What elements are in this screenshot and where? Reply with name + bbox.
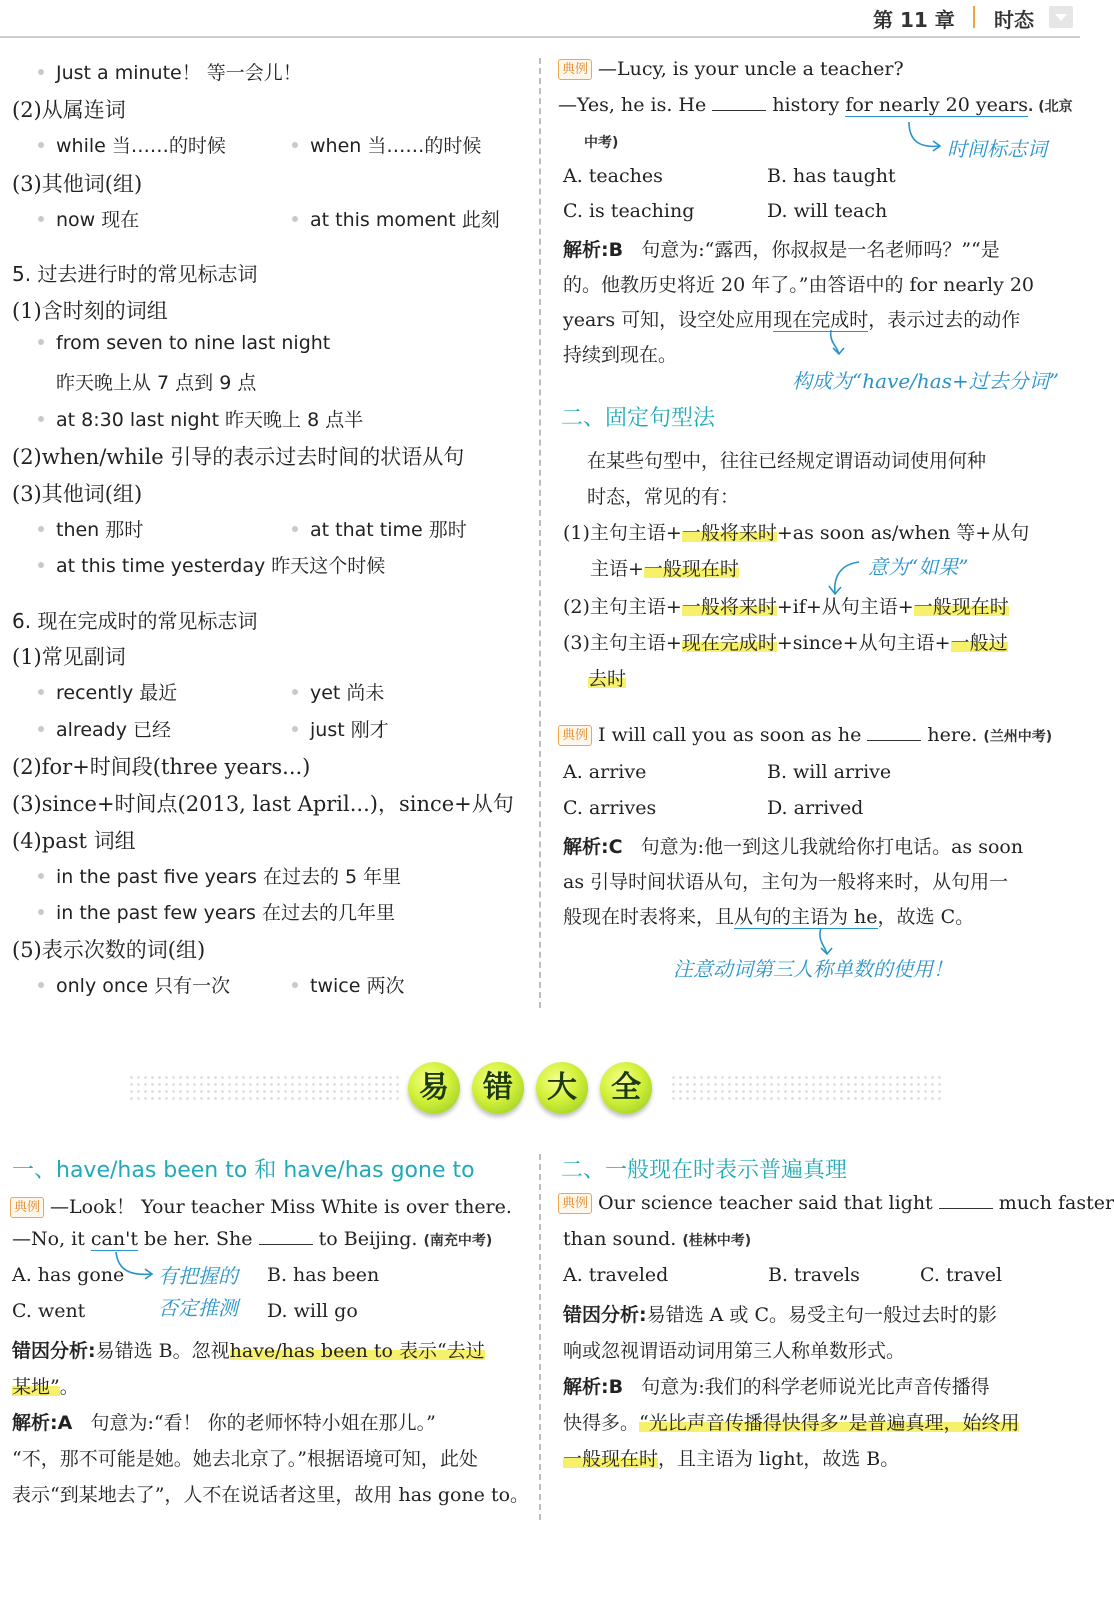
handwritten-note: 否定推测	[158, 1296, 238, 1320]
list-item: from seven to nine last night	[38, 332, 330, 354]
example-question: 典例 —Look！ Your teacher Miss White is over there.	[10, 1192, 512, 1219]
list-item: in the past five years 在过去的 5 年里	[38, 862, 401, 889]
handwritten-note: 构成为“have/has+过去分词”	[792, 369, 1059, 393]
time-marker-phrase: for nearly 20 years	[845, 94, 1029, 116]
answer-blank	[939, 1208, 993, 1209]
analysis-line: 解析:A 句意为:“看！ 你的老师怀特小姐在那儿。”	[12, 1412, 436, 1434]
subheading: (3)其他词(组)	[12, 482, 143, 506]
list-item: twice 两次	[292, 971, 404, 998]
analysis-line: 持续到现在。	[563, 344, 678, 366]
dropdown-icon[interactable]	[1049, 6, 1073, 28]
source-label: 中考)	[584, 135, 619, 151]
subheading: (3)其他词(组)	[12, 172, 143, 196]
example-answer-line: —Yes, he is. He history for nearly 20 years. (北京	[558, 94, 1073, 116]
header-divider	[973, 6, 975, 28]
paragraph-line: 时态，常见的有：	[587, 486, 740, 508]
subheading: (1)常见副词	[12, 645, 126, 669]
section-heading: 6. 现在完成时的常见标志词	[12, 609, 258, 633]
list-item: at this moment 此刻	[292, 205, 500, 232]
option-a: A. has gone	[12, 1264, 125, 1286]
list-item: now 现在	[38, 205, 139, 232]
subheading: (4)past 词组	[12, 829, 136, 853]
section-title: 一、have/has been to 和 have/has gone to	[12, 1158, 475, 1183]
column-divider	[539, 58, 541, 1008]
list-item-translation: 昨天晚上从 7 点到 9 点	[56, 372, 257, 394]
list-item: in the past few years 在过去的几年里	[38, 898, 395, 925]
option-d: D. arrived	[767, 797, 864, 819]
option-d: D. will go	[267, 1300, 358, 1322]
handwritten-note: 注意动词第三人称单数的使用！	[673, 957, 953, 981]
option-a: A. teaches	[563, 165, 663, 187]
option-b: B. travels	[768, 1264, 860, 1286]
subheading: (1)含时刻的词组	[12, 299, 168, 323]
subheading: (2)when/while 引导的表示过去时间的状语从句	[12, 445, 465, 469]
list-item: then 那时	[38, 515, 143, 542]
option-c: C. went	[12, 1300, 86, 1322]
column-divider-bottom	[539, 1154, 541, 1520]
analysis-line: “不，那不可能是她。她去北京了。”根据语境可知，此处	[12, 1448, 478, 1470]
option-b: B. will arrive	[767, 761, 892, 783]
section-label: 时态	[994, 8, 1034, 32]
analysis-line: 解析:B 句意为:我们的科学老师说光比声音传播得	[563, 1376, 990, 1398]
list-item: already 已经	[38, 715, 171, 742]
handwritten-note: 时间标志词	[947, 137, 1047, 161]
list-item: at that time 那时	[292, 515, 467, 542]
list-item: Just a minute！ 等一会儿！	[38, 58, 302, 85]
example-tag: 典例	[558, 1193, 592, 1214]
analysis-line: 解析:C 句意为:他一到这儿我就给你打电话。as soon	[563, 836, 1024, 858]
handwritten-note: 有把握的	[158, 1264, 238, 1288]
error-analysis-line: 错因分析:易错选 B。忽视have/has been to 表示“去过	[12, 1340, 485, 1362]
pattern-rule-cont: 主语+一般现在时	[590, 558, 739, 580]
answer-blank	[867, 740, 921, 741]
example-tag: 典例	[558, 59, 592, 80]
banner-char: 错	[472, 1062, 524, 1114]
analysis-line: 一般现在时，且主语为 light，故选 B。	[563, 1448, 900, 1470]
list-item: at this time yesterday 昨天这个时候	[38, 551, 385, 578]
section-heading: 5. 过去进行时的常见标志词	[12, 262, 258, 286]
annotation-arrow-icon	[815, 926, 839, 956]
option-c: C. is teaching	[563, 200, 695, 222]
page-header	[0, 0, 1080, 38]
analysis-line: as 引导时间状语从句，主句为一般将来时，从句用一	[563, 871, 1009, 893]
list-item: while 当……的时候	[38, 131, 226, 158]
paragraph-line: 在某些句型中，往往已经规定谓语动词使用何种	[587, 450, 987, 472]
list-item: when 当……的时候	[292, 131, 481, 158]
pattern-rule: (2)主句主语+一般将来时+if+从句主语+一般现在时	[563, 596, 1009, 618]
pattern-rule: (1)主句主语+一般将来时+as soon as/when 等+从句	[563, 522, 1030, 544]
annotation-arrow-icon	[905, 120, 945, 156]
section-title: 二、一般现在时表示普遍真理	[561, 1158, 848, 1183]
analysis-line: 的。他教历史将近 20 年了。”由答语中的 for nearly 20	[563, 274, 1035, 296]
analysis-line: 表示“到某地去了”，人不在说话者这里，故用 has gone to。	[12, 1484, 530, 1506]
banner-dots-right	[670, 1074, 942, 1102]
handwritten-note: 意为“如果”	[868, 555, 969, 579]
option-a: A. traveled	[563, 1264, 669, 1286]
section-title: 二、固定句型法	[561, 406, 716, 431]
banner-char: 全	[600, 1062, 652, 1114]
list-item: only once 只有一次	[38, 971, 230, 998]
analysis-line: years 可知，设空处应用现在完成时，表示过去的动作	[563, 309, 1021, 331]
banner-dots-left	[128, 1074, 400, 1102]
error-analysis-line: 某地”。	[12, 1376, 79, 1398]
subheading: (2)从属连词	[12, 98, 126, 122]
banner-char: 易	[408, 1062, 460, 1114]
example-question-cont: than sound. (桂林中考)	[563, 1228, 752, 1250]
option-b: B. has been	[267, 1264, 380, 1286]
option-d: D. will teach	[767, 200, 888, 222]
list-item: just 刚才	[292, 715, 389, 742]
list-item: yet 尚未	[292, 678, 384, 705]
pattern-rule: (3)主句主语+现在完成时+since+从句主语+一般过	[563, 632, 1008, 654]
annotation-arrow-icon	[825, 556, 865, 596]
list-item: at 8:30 last night 昨天晚上 8 点半	[38, 405, 363, 432]
chapter-label: 第 11 章	[873, 8, 955, 32]
example-question: 典例 —Lucy, is your uncle a teacher?	[558, 58, 904, 80]
option-c: C. travel	[920, 1264, 1003, 1286]
answer-blank	[712, 110, 766, 111]
example-answer-line: —No, it can't be her. She to Beijing. (南充中考)	[12, 1228, 493, 1250]
answer-blank	[259, 1244, 313, 1245]
example-tag: 典例	[10, 1197, 44, 1218]
banner-char: 大	[536, 1062, 588, 1114]
example-question: 典例 I will call you as soon as he here. (兰州中考)	[558, 724, 1052, 746]
subheading: (3)since+时间点(2013, last April...)，since+从句	[12, 792, 514, 816]
option-b: B. has taught	[767, 165, 896, 187]
example-tag: 典例	[558, 725, 592, 746]
analysis-line: 快得多。“光比声音传播得快得多”是普遍真理，始终用	[563, 1412, 1020, 1434]
subheading: (5)表示次数的词(组)	[12, 938, 206, 962]
error-analysis-line: 响或忽视谓语动词用第三人称单数形式。	[563, 1340, 906, 1362]
example-question: 典例 Our science teacher said that light much faster	[558, 1192, 1114, 1214]
pattern-rule-cont: 去时	[588, 668, 627, 690]
option-c: C. arrives	[563, 797, 657, 819]
annotation-arrow-icon	[827, 328, 851, 356]
list-item: recently 最近	[38, 678, 177, 705]
error-analysis-line: 错因分析:易错选 A 或 C。易受主句一般过去时的影	[563, 1304, 997, 1326]
subheading: (2)for+时间段(three years...)	[12, 755, 311, 779]
option-a: A. arrive	[563, 761, 647, 783]
analysis-line: 般现在时表将来，且从句的主语为 he，故选 C。	[563, 906, 975, 928]
analysis-line: 解析:B 句意为:“露西，你叔叔是一名老师吗？”“是	[563, 239, 1000, 261]
